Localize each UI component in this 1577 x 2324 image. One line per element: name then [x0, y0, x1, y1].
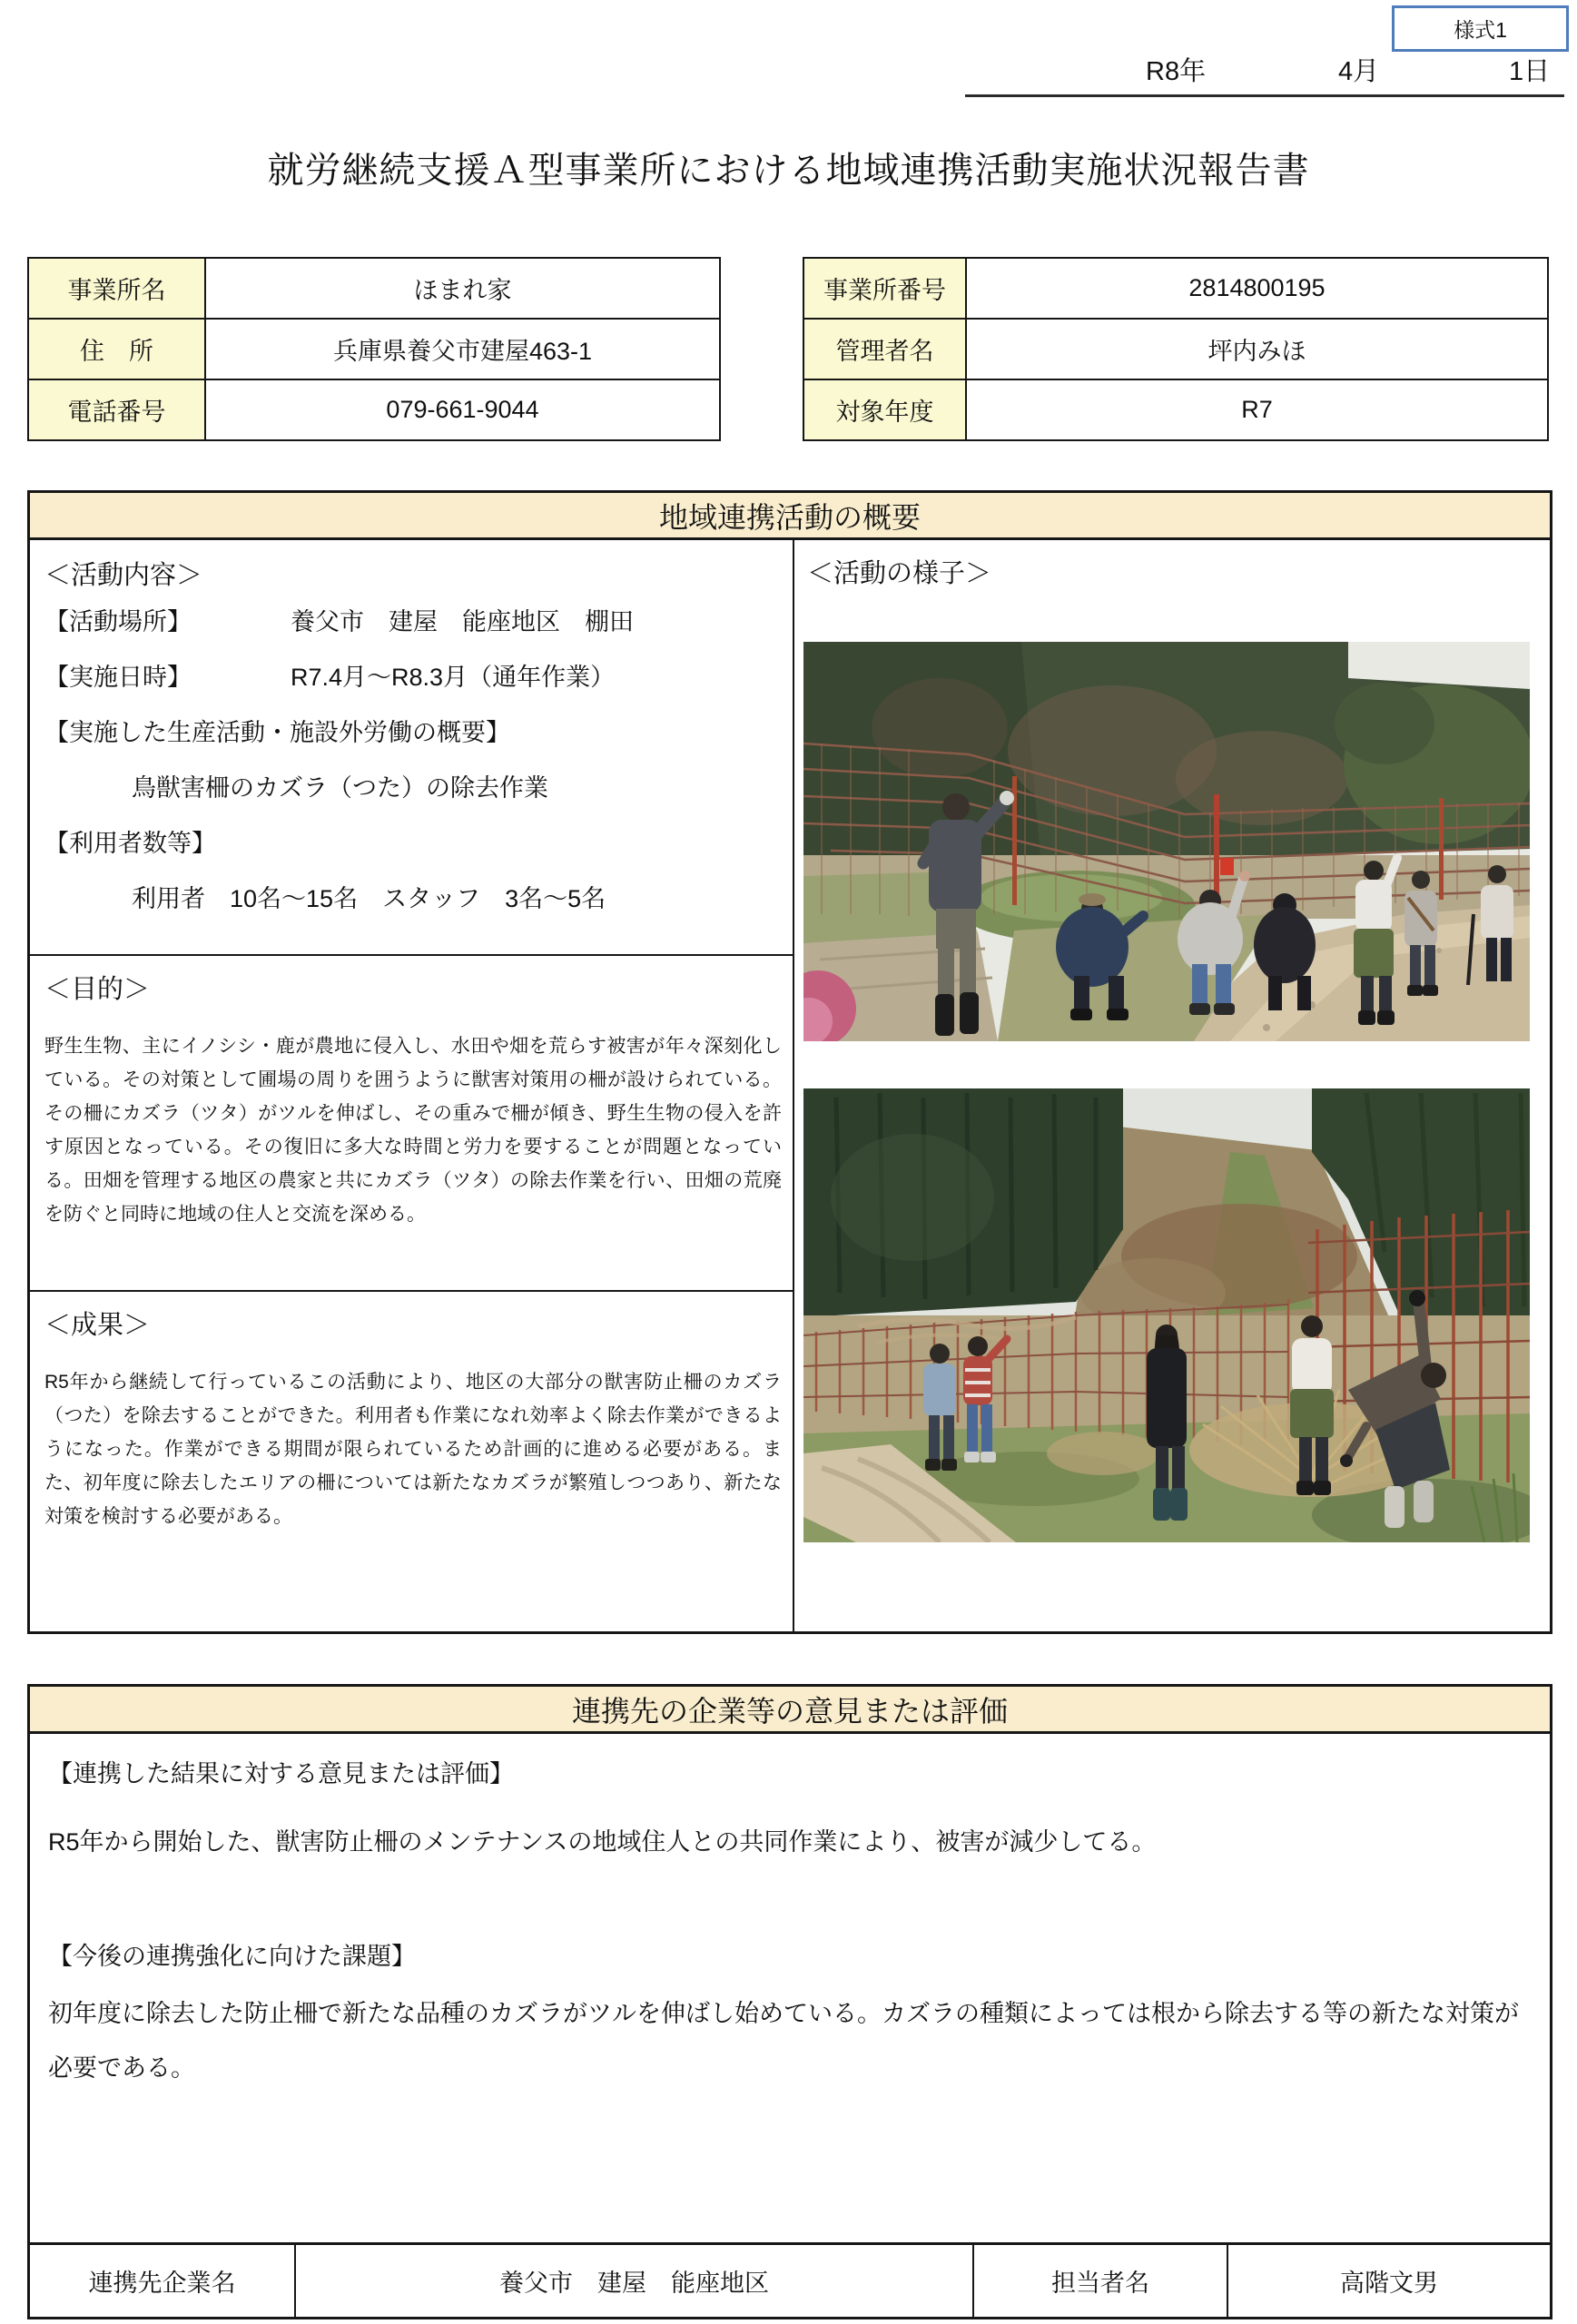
activity-row-summary-value: 鳥獣害柵のカズラ（つた）の除去作業	[132, 774, 548, 802]
office-info-table-right	[803, 257, 1549, 441]
opinion-text: R5年から開始した、獣害防止柵のメンテナンスの地域住人との共同作業により、被害が減少してる。	[48, 1828, 1157, 1856]
opinion-label: 【連携した結果に対する意見または評価】	[48, 1760, 514, 1787]
date-day: 1日	[1509, 57, 1551, 86]
activity-photo-1	[803, 642, 1530, 1041]
activity-content-block	[30, 540, 793, 954]
office-name-value: ほまれ家	[206, 259, 719, 318]
contact-person-value: 高階文男	[1227, 2245, 1550, 2317]
phone-label: 電話番号	[29, 380, 204, 439]
activity-row-users-value: 利用者 10名～15名 スタッフ 3名～5名	[132, 885, 606, 912]
form-tag-label: 様式1	[1454, 18, 1507, 42]
manager-name-label: 管理者名	[804, 320, 965, 379]
manager-name-value: 坪内みほ	[967, 320, 1547, 379]
feedback-section-header: 連携先の企業等の意見または評価	[30, 1687, 1550, 1734]
overview-section-header: 地域連携活動の概要	[30, 493, 1550, 540]
issue-text: 初年度に除去した防止柵で新たな品種のカズラがツルを伸ばし始めている。カズラの種類によっては根から除去する等の新たな対策が必要である。	[48, 2000, 1519, 2082]
issue-label: 【今後の連携強化に向けた課題】	[48, 1943, 416, 1970]
overview-left-column	[30, 540, 794, 1631]
results-block	[30, 1290, 793, 1631]
activity-row-place: 【活動場所】 養父市 建屋 能座地区 棚田	[44, 608, 634, 635]
form-tag-box	[1392, 5, 1569, 52]
date-month: 4月	[1338, 57, 1380, 86]
results-text: R5年から継続して行っているこの活動により、地区の大部分の獣害防止柵のカズラ（つた）を除去することができた。利用者も作業になれ効率よく除去作業ができるようになった。作業ができる期間が限られているため計画的に進める必要がある。また、初年度に除去したエリアの柵については新たなカズラが繁殖しつつあり、新たな対策を検討する必要がある。	[44, 1372, 782, 1527]
target-year-value: R7	[967, 380, 1547, 439]
address-label: 住 所	[29, 320, 204, 379]
activity-heading: ＜活動内容＞	[44, 561, 203, 590]
overview-section	[27, 490, 1552, 1634]
office-info-table-left	[27, 257, 721, 441]
office-name-label: 事業所名	[29, 259, 204, 318]
purpose-text: 野生生物、主にイノシシ・鹿が農地に侵入し、水田や畑を荒らす被害が年々深刻化している。その対策として圃場の周りを囲うように獣害対策用の柵が設けられている。その柵にカズラ（ツタ）がツルを伸ばし、その重みで柵が傾き、野生生物の侵入を許す原因となっている。その復旧に多大な時間と労力を要することが問題となっている。田畑を管理する地区の農家と共にカズラ（ツタ）の除去作業を行い、田畑の荒廃を防ぐと同時に地域の住人と交流を深める。	[44, 1036, 782, 1225]
partner-company-value: 養父市 建屋 能座地区	[294, 2245, 972, 2317]
office-number-value: 2814800195	[967, 259, 1547, 318]
results-heading: ＜成果＞	[44, 1311, 151, 1340]
photos-heading: ＜活動の様子＞	[807, 559, 992, 588]
address-value: 兵庫県養父市建屋463-1	[206, 320, 719, 379]
photos-column	[794, 540, 1550, 1631]
date-underline	[965, 94, 1564, 97]
activity-photo-2	[803, 1088, 1530, 1542]
contact-person-label: 担当者名	[972, 2245, 1227, 2317]
date-year: R8年	[1146, 57, 1207, 86]
phone-value: 079-661-9044	[206, 380, 719, 439]
feedback-section	[27, 1684, 1552, 2319]
partner-company-label: 連携先企業名	[88, 2270, 236, 2297]
purpose-block	[30, 954, 793, 1290]
activity-row-summary-label: 【実施した生産活動・施設外労働の概要】	[44, 719, 510, 746]
purpose-heading: ＜目的＞	[44, 975, 151, 1004]
page-title: 就労継続支援Ａ型事業所における地域連携活動実施状況報告書	[267, 151, 1310, 191]
office-number-label: 事業所番号	[804, 259, 965, 318]
activity-row-users-label: 【利用者数等】	[44, 830, 216, 857]
target-year-label: 対象年度	[804, 380, 965, 439]
activity-row-date: 【実施日時】 R7.4月～R8.3月（通年作業）	[44, 664, 616, 691]
partner-table	[30, 2242, 1550, 2317]
